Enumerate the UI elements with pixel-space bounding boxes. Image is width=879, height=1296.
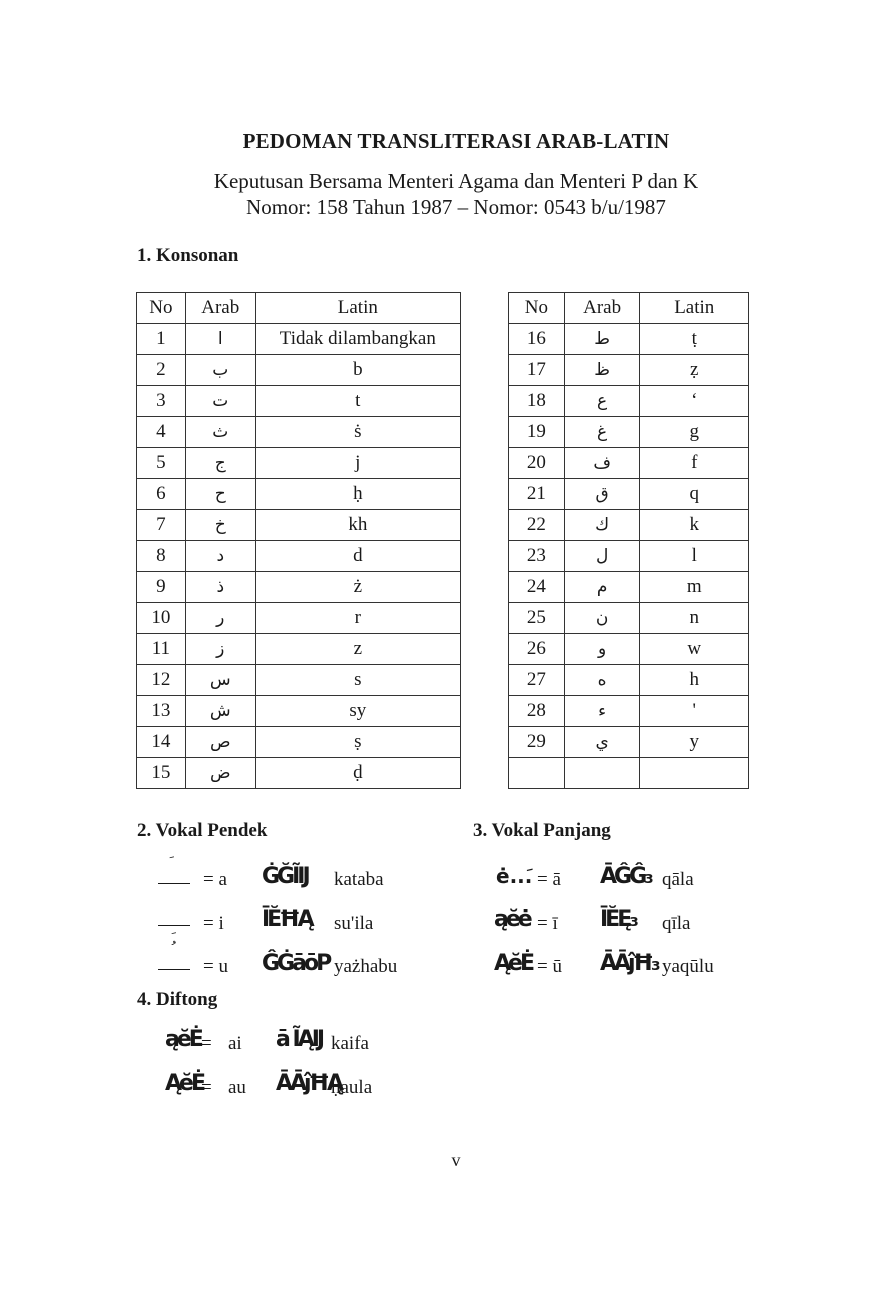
cell-latin: kh	[255, 510, 460, 541]
latin-example: qāla	[662, 869, 694, 890]
cell-arab: ع	[564, 386, 640, 417]
cell-no: 2	[137, 355, 186, 386]
arabic-vowel: ĄĕĖ	[165, 1071, 203, 1096]
arabic-vowel: ąĕė	[494, 907, 530, 932]
cell-latin: Tidak dilambangkan	[255, 324, 460, 355]
cell-latin: q	[640, 479, 749, 510]
subtitle-decree: Keputusan Bersama Menteri Agama dan Menteri P dan K	[213, 169, 699, 193]
table-row	[509, 696, 749, 727]
arabic-vowel: ąĕĖ	[165, 1027, 201, 1052]
diphthong-value: ai	[228, 1033, 242, 1054]
section-heading-konsonan: 1. Konsonan	[137, 245, 239, 266]
table-row	[509, 758, 749, 789]
cell-latin: s	[255, 665, 460, 696]
cell-no: 12	[137, 665, 186, 696]
cell-arab: ح	[185, 479, 255, 510]
table-row	[509, 355, 749, 386]
vowel-equals: = u	[203, 956, 228, 977]
cell-arab: ف	[564, 448, 640, 479]
header-arab: Arab	[564, 293, 640, 324]
table-row	[137, 386, 461, 417]
cell-latin: m	[640, 572, 749, 603]
cell-arab: ت	[185, 386, 255, 417]
cell-latin: r	[255, 603, 460, 634]
cell-latin: ẓ	[640, 355, 749, 386]
arabic-example: ĠĞĨIJ	[262, 864, 308, 889]
section-heading-vokal-panjang: 3. Vokal Panjang	[473, 820, 611, 841]
header-arab: Arab	[185, 293, 255, 324]
cell-latin: y	[640, 727, 749, 758]
cell-latin: t	[255, 386, 460, 417]
cell-arab: ي	[564, 727, 640, 758]
cell-latin: k	[640, 510, 749, 541]
cell-latin: j	[255, 448, 460, 479]
table-row	[509, 324, 749, 355]
cell-latin: ż	[255, 572, 460, 603]
table-row	[137, 448, 461, 479]
latin-example: ḥaula	[331, 1077, 373, 1098]
table-row	[509, 727, 749, 758]
diphthong-equals: =	[201, 1033, 212, 1054]
latin-example: kaifa	[331, 1033, 369, 1054]
table-row	[509, 572, 749, 603]
page-title: PEDOMAN TRANSLITERASI ARAB-LATIN	[242, 129, 670, 153]
cell-arab: ط	[564, 324, 640, 355]
cell-no: 21	[509, 479, 565, 510]
cell-no: 6	[137, 479, 186, 510]
cell-latin: f	[640, 448, 749, 479]
table-row	[509, 665, 749, 696]
cell-latin: b	[255, 355, 460, 386]
cell-arab: ذ	[185, 572, 255, 603]
page-number: v	[451, 1150, 461, 1170]
cell-arab: ه	[564, 665, 640, 696]
cell-arab: ك	[564, 510, 640, 541]
table-row	[137, 634, 461, 665]
latin-example: qīla	[662, 913, 691, 934]
section-heading-diftong: 4. Diftong	[137, 989, 218, 1010]
cell-latin: ḍ	[255, 758, 460, 789]
table-row	[137, 479, 461, 510]
cell-arab: م	[564, 572, 640, 603]
vowel-equals: = ā	[537, 869, 561, 890]
table-row	[509, 603, 749, 634]
table-row	[137, 665, 461, 696]
cell-no: 3	[137, 386, 186, 417]
harakat-baseline	[158, 969, 190, 970]
cell-no: 5	[137, 448, 186, 479]
cell-no: 1	[137, 324, 186, 355]
header-latin: Latin	[640, 293, 749, 324]
vowel-equals: = ū	[537, 956, 562, 977]
cell-arab	[564, 758, 640, 789]
cell-latin: '	[640, 696, 749, 727]
table-row	[509, 479, 749, 510]
table-header-row	[137, 293, 461, 324]
cell-arab: ء	[564, 696, 640, 727]
cell-no: 26	[509, 634, 565, 665]
arabic-example: ĀĀĵĦĄ	[276, 1071, 342, 1096]
cell-arab: ل	[564, 541, 640, 572]
table-row	[137, 727, 461, 758]
cell-latin: ṭ	[640, 324, 749, 355]
table-row	[137, 603, 461, 634]
harakat-baseline	[158, 883, 190, 884]
cell-arab: ظ	[564, 355, 640, 386]
table-row	[137, 355, 461, 386]
cell-no: 17	[509, 355, 565, 386]
arabic-example: ĪĔĘ₃	[600, 907, 636, 932]
cell-no: 29	[509, 727, 565, 758]
cell-arab: ش	[185, 696, 255, 727]
table-row	[509, 510, 749, 541]
cell-arab: ص	[185, 727, 255, 758]
cell-arab: ب	[185, 355, 255, 386]
vowel-equals: = a	[203, 869, 227, 890]
cell-arab: ج	[185, 448, 255, 479]
cell-latin: g	[640, 417, 749, 448]
table-row	[137, 758, 461, 789]
table-row	[137, 417, 461, 448]
consonant-table-right	[508, 292, 749, 789]
cell-no: 11	[137, 634, 186, 665]
table-row	[509, 386, 749, 417]
cell-latin: w	[640, 634, 749, 665]
cell-no: 13	[137, 696, 186, 727]
arabic-example: ĪĔĦĄ	[262, 907, 312, 932]
vowel-equals: = ī	[537, 913, 558, 934]
cell-no: 28	[509, 696, 565, 727]
cell-no: 18	[509, 386, 565, 417]
diphthong-value: au	[228, 1077, 246, 1098]
cell-no	[509, 758, 565, 789]
cell-latin: n	[640, 603, 749, 634]
arabic-example: ĀĀĵĦ₃	[600, 951, 658, 976]
cell-latin	[640, 758, 749, 789]
vowel-equals: = i	[203, 913, 224, 934]
cell-no: 10	[137, 603, 186, 634]
arabic-example: ĜĠāōP	[262, 951, 330, 976]
cell-no: 22	[509, 510, 565, 541]
harakat-baseline	[158, 925, 190, 926]
cell-no: 9	[137, 572, 186, 603]
cell-arab: ز	[185, 634, 255, 665]
cell-latin: l	[640, 541, 749, 572]
subtitle-number: Nomor: 158 Tahun 1987 – Nomor: 0543 b/u/1987	[246, 195, 666, 219]
table-row	[137, 541, 461, 572]
cell-arab: ا	[185, 324, 255, 355]
cell-no: 8	[137, 541, 186, 572]
cell-arab: ن	[564, 603, 640, 634]
header-latin: Latin	[255, 293, 460, 324]
cell-no: 7	[137, 510, 186, 541]
cell-arab: د	[185, 541, 255, 572]
cell-no: 4	[137, 417, 186, 448]
consonant-table-left	[136, 292, 461, 789]
cell-arab: خ	[185, 510, 255, 541]
cell-no: 25	[509, 603, 565, 634]
table-row	[137, 696, 461, 727]
cell-no: 14	[137, 727, 186, 758]
latin-example: yaqūlu	[662, 956, 714, 977]
arabic-example: ĀĜĜ₃	[600, 864, 651, 889]
latin-example: su'ila	[334, 913, 374, 934]
table-row	[509, 634, 749, 665]
cell-no: 24	[509, 572, 565, 603]
cell-arab: ق	[564, 479, 640, 510]
table-header-row	[509, 293, 749, 324]
table-row	[509, 417, 749, 448]
cell-latin: ḥ	[255, 479, 460, 510]
table-row	[509, 448, 749, 479]
cell-latin: sy	[255, 696, 460, 727]
cell-latin: ṣ	[255, 727, 460, 758]
cell-no: 23	[509, 541, 565, 572]
arabic-example: ā ĨĄIJ	[276, 1027, 323, 1052]
cell-arab: ث	[185, 417, 255, 448]
table-row	[137, 324, 461, 355]
section-heading-vokal-pendek: 2. Vokal Pendek	[137, 820, 268, 841]
arabic-vowel: ĄĕĖ	[494, 951, 532, 976]
cell-latin: d	[255, 541, 460, 572]
cell-arab: و	[564, 634, 640, 665]
cell-latin: h	[640, 665, 749, 696]
cell-no: 19	[509, 417, 565, 448]
header-no: No	[137, 293, 186, 324]
cell-arab: س	[185, 665, 255, 696]
cell-arab: ر	[185, 603, 255, 634]
table-row	[509, 541, 749, 572]
latin-example: yażhabu	[334, 956, 398, 977]
cell-no: 15	[137, 758, 186, 789]
cell-no: 16	[509, 324, 565, 355]
header-no: No	[509, 293, 565, 324]
arabic-vowel: ė...َ	[496, 864, 533, 888]
diphthong-equals: =	[201, 1077, 212, 1098]
cell-arab: غ	[564, 417, 640, 448]
table-row	[137, 572, 461, 603]
cell-no: 20	[509, 448, 565, 479]
cell-latin: z	[255, 634, 460, 665]
cell-latin: ‘	[640, 386, 749, 417]
table-row	[137, 510, 461, 541]
latin-example: kataba	[334, 869, 384, 890]
cell-latin: ṡ	[255, 417, 460, 448]
cell-no: 27	[509, 665, 565, 696]
cell-arab: ض	[185, 758, 255, 789]
